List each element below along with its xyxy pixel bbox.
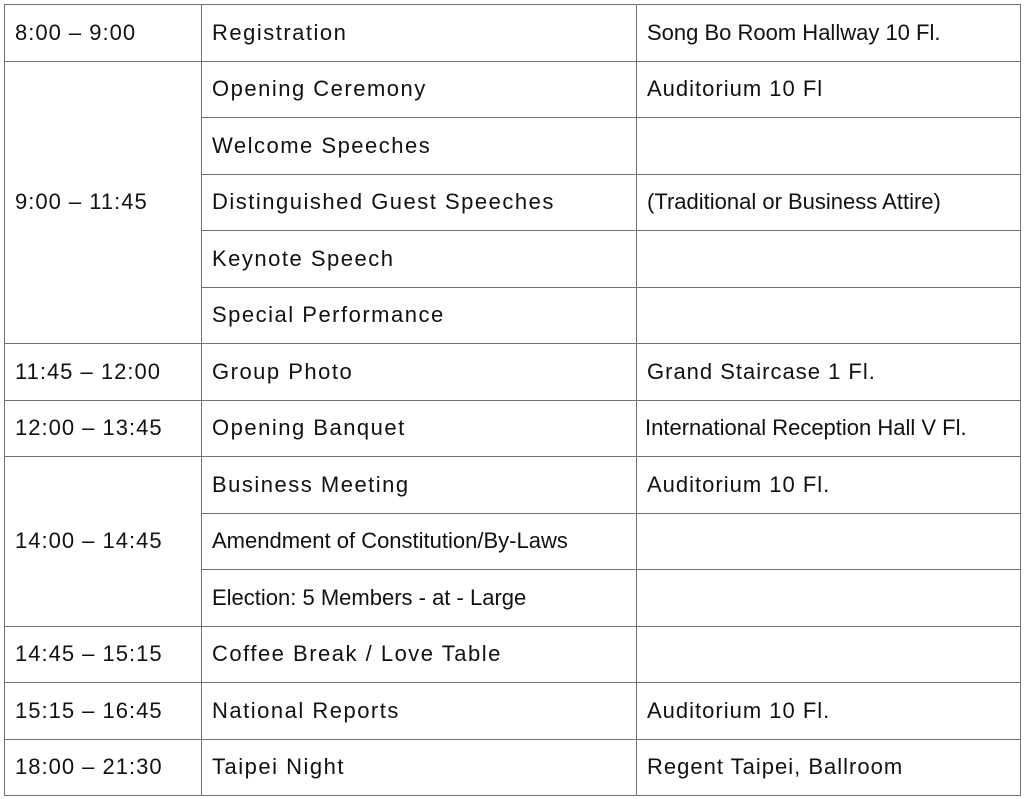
venue-cell: Auditorium 10 Fl. [637,683,1021,740]
venue-cell [637,626,1021,683]
time-cell: 8:00 – 9:00 [5,5,202,62]
venue-cell [637,570,1021,627]
schedule-table [4,4,1021,796]
event-cell: Opening Banquet [202,400,637,457]
venue-cell [637,231,1021,288]
table-row [5,400,1021,457]
event-cell: Taipei Night [202,739,637,796]
time-cell: 15:15 – 16:45 [5,683,202,740]
table-row [5,61,1021,118]
event-cell: Group Photo [202,344,637,401]
table-row [5,344,1021,401]
venue-cell: Regent Taipei, Ballroom [637,739,1021,796]
time-cell: 14:00 – 14:45 [5,457,202,627]
venue-cell: Grand Staircase 1 Fl. [637,344,1021,401]
event-cell: Keynote Speech [202,231,637,288]
table-row [5,739,1021,796]
table-row [5,683,1021,740]
event-cell: Distinguished Guest Speeches [202,174,637,231]
venue-cell: (Traditional or Business Attire) [637,174,1021,231]
event-cell: Amendment of Constitution/By-Laws [202,513,637,570]
venue-cell [637,118,1021,175]
venue-cell: Song Bo Room Hallway 10 Fl. [637,5,1021,62]
time-cell: 9:00 – 11:45 [5,61,202,344]
venue-cell: Auditorium 10 Fl [637,61,1021,118]
venue-cell: Auditorium 10 Fl. [637,457,1021,514]
time-cell: 14:45 – 15:15 [5,626,202,683]
time-cell: 11:45 – 12:00 [5,344,202,401]
table-row [5,5,1021,62]
venue-cell: International Reception Hall V Fl. [637,400,1021,457]
event-cell: Special Performance [202,287,637,344]
event-cell: Coffee Break / Love Table [202,626,637,683]
event-cell: Election: 5 Members - at - Large [202,570,637,627]
event-cell: Business Meeting [202,457,637,514]
venue-cell [637,287,1021,344]
venue-cell [637,513,1021,570]
event-cell: National Reports [202,683,637,740]
time-cell: 12:00 – 13:45 [5,400,202,457]
time-cell: 18:00 – 21:30 [5,739,202,796]
event-cell: Welcome Speeches [202,118,637,175]
table-row [5,626,1021,683]
event-cell: Opening Ceremony [202,61,637,118]
table-row [5,457,1021,514]
event-cell: Registration [202,5,637,62]
